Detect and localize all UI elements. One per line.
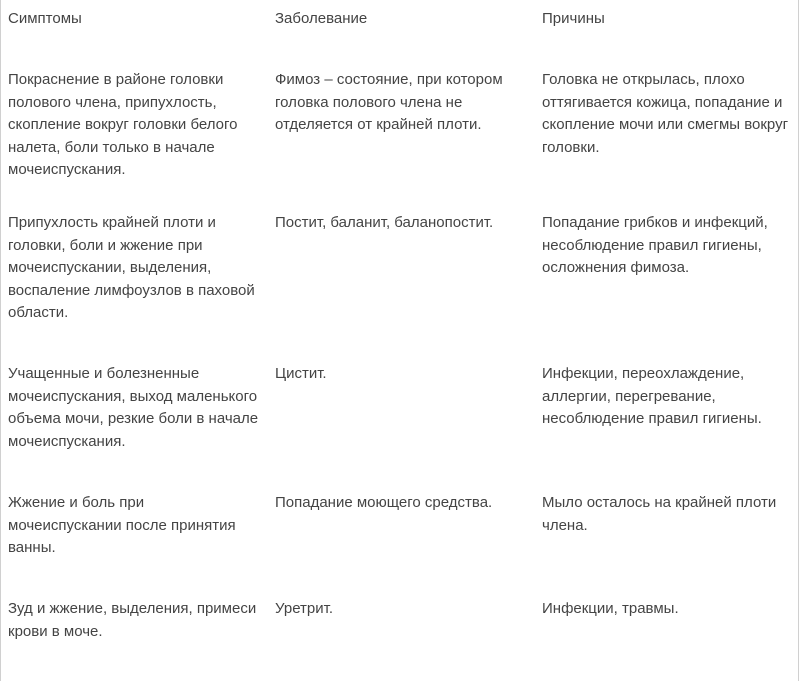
cell-disease: Фимоз – состояние, при котором головка полового члена не отделяется от крайней плоти. <box>275 71 503 133</box>
header-symptoms: Симптомы <box>8 10 82 27</box>
table-row <box>0 69 799 212</box>
header-causes: Причины <box>542 10 605 27</box>
cell-disease: Цистит. <box>275 365 327 382</box>
header-disease: Заболевание <box>275 10 368 27</box>
cell-causes: Попадание грибков и инфекций, несоблюдение правил гигиены, осложнения фимоза. <box>542 214 768 276</box>
table-row <box>0 363 799 492</box>
cell-disease: Уретрит. <box>275 600 334 617</box>
table-row <box>0 598 799 668</box>
cell-symptoms: Покраснение в районе головки полового члена, припухлость, скопление вокруг головки белого налета, боли только в начале мочеиспускания. <box>8 71 238 178</box>
cell-disease: Постит, баланит, баланопостит. <box>275 214 494 231</box>
cell-symptoms: Зуд и жжение, выделения, примеси крови в моче. <box>8 600 257 640</box>
cell-symptoms: Учащенные и болезненные мочеиспускания, выход маленького объема мочи, резкие боли в начале мочеиспускания. <box>8 365 259 450</box>
cell-symptoms: Жжение и боль при мочеиспускании после принятия ванны. <box>8 494 236 556</box>
table-row <box>0 212 799 363</box>
table-row <box>0 492 799 598</box>
cell-causes: Головка не открылась, плохо оттягивается кожица, попадание и скопление мочи или смегмы вокруг головки. <box>542 71 789 156</box>
table-header-row <box>0 0 799 69</box>
cell-symptoms: Припухлость крайней плоти и головки, боли и жжение при мочеиспускании, выделения, воспаление лимфоузлов в паховой области. <box>8 214 255 321</box>
cell-causes: Мыло осталось на крайней плоти члена. <box>542 494 777 534</box>
cell-causes: Инфекции, травмы. <box>542 600 679 617</box>
cell-disease: Попадание моющего средства. <box>275 494 493 511</box>
cell-causes: Инфекции, переохлаждение, аллергии, перегревание, несоблюдение правил гигиены. <box>542 365 762 427</box>
